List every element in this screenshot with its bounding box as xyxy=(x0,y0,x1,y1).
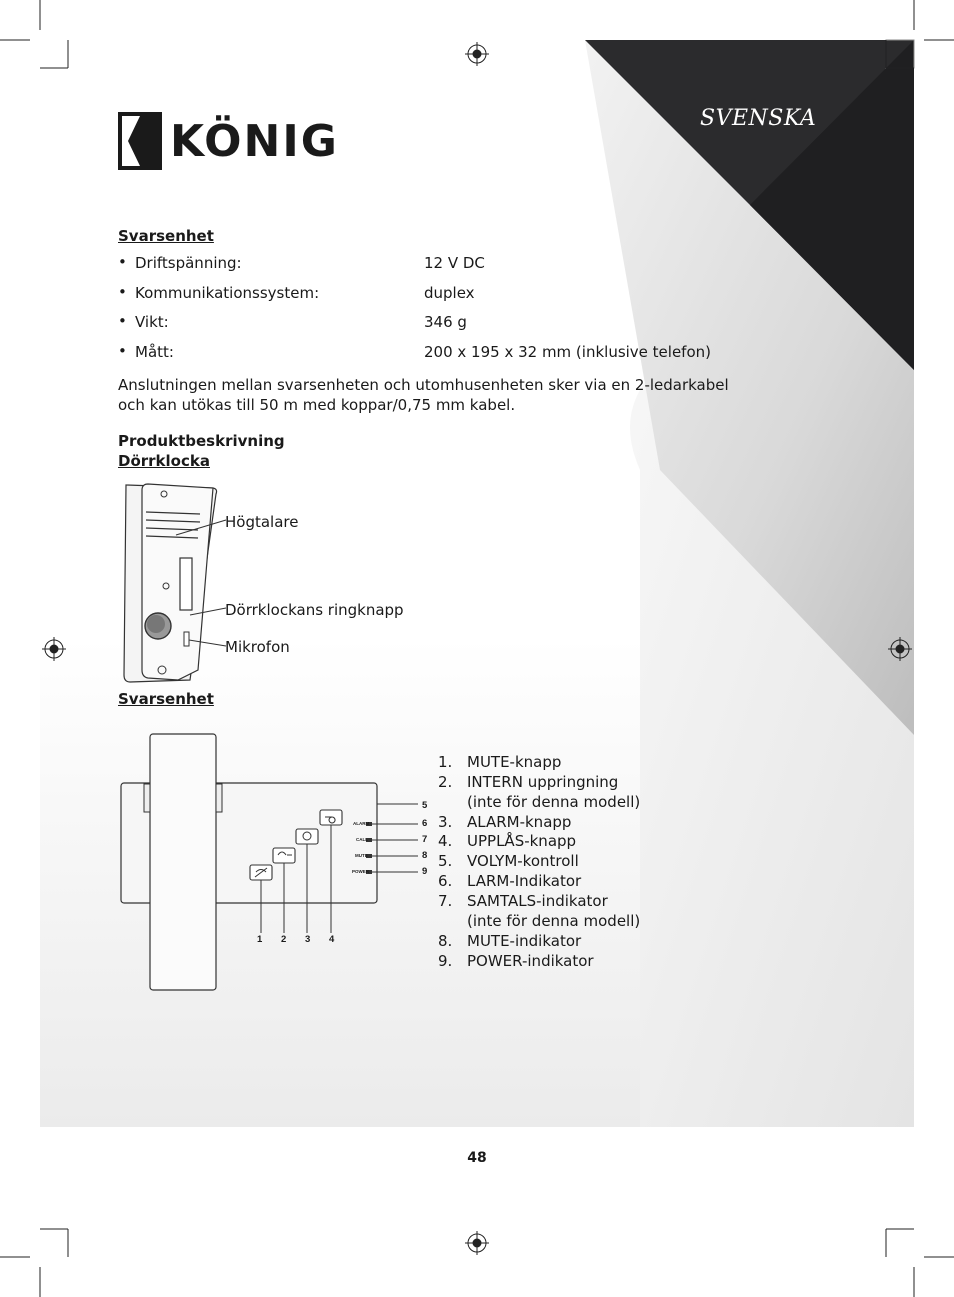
indicator-power: POWER xyxy=(352,869,370,874)
spec-label: Mått: xyxy=(135,343,174,361)
konig-logo-mark xyxy=(118,112,162,170)
indicator-alarm: ALARM xyxy=(353,821,370,826)
part-text: VOLYM-kontroll xyxy=(467,852,579,870)
spec-label: Vikt: xyxy=(135,313,169,331)
indicator-mute: MUTE xyxy=(355,853,368,858)
part-number: 8. xyxy=(438,932,453,950)
connection-paragraph: Anslutningen mellan svarsenheten och utomhusenheten sker via en 2-ledarkabel och kan utökas till 50 m med koppar/0,75 mm kabel. xyxy=(118,376,729,414)
part-number: 2. xyxy=(438,773,453,791)
page-number: 48 xyxy=(467,1150,487,1166)
bullet: • xyxy=(118,283,127,301)
doorbell-heading: Dörrklocka xyxy=(118,452,210,470)
label-speaker: Högtalare xyxy=(225,513,299,531)
callout-9: 9 xyxy=(422,866,428,877)
label-ring-button: Dörrklockans ringknapp xyxy=(225,601,404,619)
part-number: 5. xyxy=(438,852,453,870)
answering-unit-diagram-heading: Svarsenhet xyxy=(118,690,214,708)
language-label: SVENSKA xyxy=(700,106,817,131)
spec-label: Driftspänning: xyxy=(135,254,242,272)
callout-6: 6 xyxy=(422,818,428,829)
bullet: • xyxy=(118,253,127,271)
part-number: 7. xyxy=(438,892,453,910)
callout-7: 7 xyxy=(422,834,428,845)
spec-label: Kommunikationssystem: xyxy=(135,284,320,302)
part-text: POWER-indikator xyxy=(467,952,594,970)
part-text: INTERN uppringning xyxy=(467,773,619,791)
callout-3: 3 xyxy=(305,934,311,945)
part-number: 1. xyxy=(438,753,453,771)
indicator-call: CALL xyxy=(356,837,368,842)
product-description-heading: Produktbeskrivning xyxy=(118,432,285,450)
answering-unit-illustration xyxy=(118,728,438,998)
answering-unit-heading: Svarsenhet xyxy=(118,227,214,245)
spec-value: duplex xyxy=(424,284,475,302)
callout-1: 1 xyxy=(257,934,263,945)
doorbell-illustration xyxy=(118,480,228,685)
part-number: 4. xyxy=(438,832,453,850)
spec-value: 346 g xyxy=(424,313,467,331)
part-number: 9. xyxy=(438,952,453,970)
part-text: LARM-Indikator xyxy=(467,872,582,890)
part-text: MUTE-knapp xyxy=(467,753,562,771)
konig-logo xyxy=(118,112,162,174)
brand-name: KÖNIG xyxy=(170,116,339,167)
part-number: 3. xyxy=(438,813,453,831)
bullet: • xyxy=(118,312,127,330)
part-text: UPPLÅS-knapp xyxy=(467,832,577,850)
part-text: (inte för denna modell) xyxy=(467,793,641,811)
bullet: • xyxy=(118,342,127,360)
part-text: MUTE-indikator xyxy=(467,932,582,950)
callout-2: 2 xyxy=(281,934,287,945)
spec-value: 12 V DC xyxy=(424,254,485,272)
part-text: SAMTALS-indikator xyxy=(467,892,608,910)
callout-5: 5 xyxy=(422,800,428,811)
part-number: 6. xyxy=(438,872,453,890)
spec-value: 200 x 195 x 32 mm (inklusive telefon) xyxy=(424,343,711,361)
part-text: ALARM-knapp xyxy=(467,813,572,831)
part-text: (inte för denna modell) xyxy=(467,912,641,930)
label-microphone: Mikrofon xyxy=(225,638,290,656)
callout-4: 4 xyxy=(329,934,335,945)
callout-8: 8 xyxy=(422,850,428,861)
